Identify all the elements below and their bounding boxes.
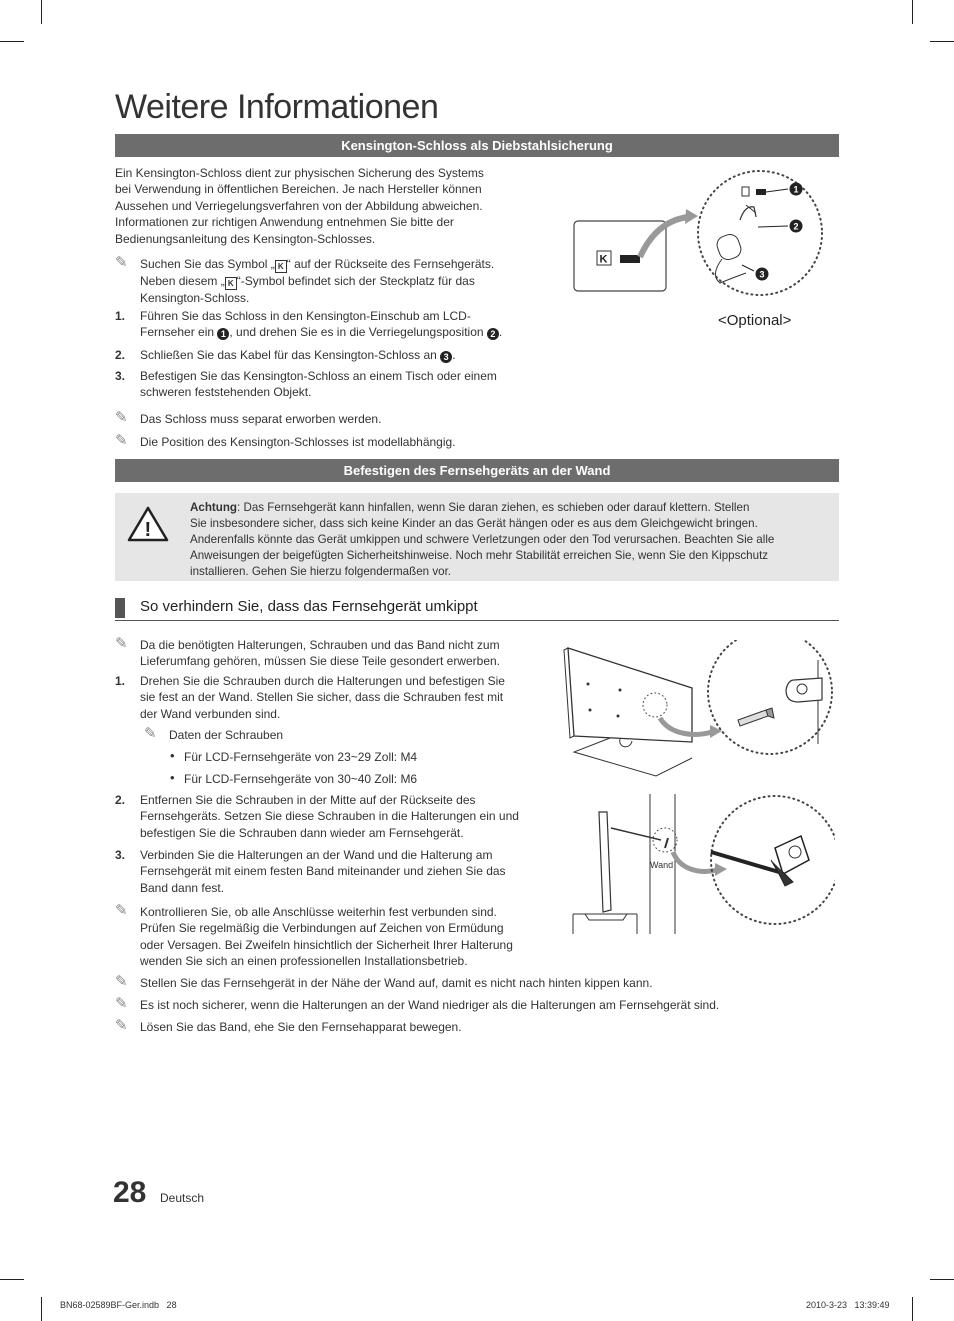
note-screw-data — [144, 725, 469, 743]
step-text: Befestigen Sie das Kensington-Schloss an einem Tisch oder einem — [140, 369, 497, 383]
callout-2-icon: 2 — [487, 328, 499, 340]
footer-timestamp: 2010-3-23 13:39:49 — [806, 1300, 890, 1310]
page-number: 28 — [113, 1176, 147, 1209]
note-kensington-symbol — [115, 254, 520, 306]
step-number: 2. — [115, 793, 126, 807]
kensington-symbol-icon: K — [225, 277, 237, 290]
subsection-heading — [115, 596, 839, 621]
heading-bar — [115, 598, 125, 618]
kensington-step-1 — [115, 308, 530, 341]
optional-label: <Optional> — [718, 312, 792, 329]
bullet-icon: • — [170, 748, 175, 763]
pencil-icon: ✎ — [115, 409, 128, 426]
intro-line: Ein Kensington-Schloss dient zur physischen Sicherung des Systems — [115, 166, 484, 180]
warning-label: Achtung — [190, 501, 238, 514]
step-text: der Wand verbunden sind. — [140, 706, 281, 721]
step-text: Fernsehgerät mit einem festen Band miteinander und ziehen Sie das — [140, 864, 506, 879]
crop-mark — [912, 0, 913, 24]
note-text: Es ist noch sicherer, wenn die Halterungen an der Wand niedriger als die Halterungen am Fernsehgerät sind. — [140, 998, 720, 1012]
step-text: Fernseher ein — [140, 325, 218, 340]
pencil-icon: ✎ — [115, 635, 128, 652]
note-text: “-Symbol befindet sich der Steckplatz für das — [236, 274, 475, 288]
bullet-item — [170, 770, 418, 786]
note-lower-brackets — [115, 995, 840, 1013]
step-text: Band dann fest. — [140, 880, 225, 895]
tv-wall-side-illustration — [565, 790, 835, 938]
step-text: schweren feststehenden Objekt. — [140, 385, 312, 400]
footer-filename: BN68-02589BF-Ger.indb 28 — [60, 1300, 177, 1310]
callout-3-icon: 3 — [440, 351, 452, 363]
step-text: Drehen Sie die Schrauben durch die Halterungen und befestigen Sie — [140, 674, 505, 688]
callout-3-icon: 3 — [759, 269, 765, 280]
note-text: wenden Sie sich an einen professionellen Installationsbetrieb. — [140, 954, 468, 969]
pencil-icon: ✎ — [115, 902, 128, 919]
tv-bracket-illustration — [560, 640, 838, 780]
section-heading-kensington: Kensington-Schloss als Diebstahlsicherung — [115, 134, 839, 157]
note-text: Lösen Sie das Band, ehe Sie den Fernsehapparat bewegen. — [140, 1020, 462, 1034]
note-text: Lieferumfang gehören, müssen Sie diese Teile gesondert erwerben. — [140, 654, 500, 669]
pencil-icon: ✎ — [115, 1017, 128, 1034]
crop-mark — [41, 1297, 42, 1321]
note-text: Neben diesem „ — [140, 274, 225, 288]
kensington-symbol-icon: K — [275, 260, 287, 273]
step-number: 2. — [115, 348, 126, 362]
intro-line: Informationen zur richtigen Anwendung entnehmen Sie bitte der — [115, 215, 454, 230]
bullet-icon: • — [170, 770, 175, 785]
kensington-step-2 — [115, 347, 530, 363]
note-text: Da die benötigten Halterungen, Schrauben und das Band nicht zum — [140, 638, 500, 652]
note-text: Kontrollieren Sie, ob alle Anschlüsse weiterhin fest verbunden sind. — [140, 905, 497, 919]
pencil-icon: ✎ — [115, 973, 128, 990]
warning-line: Anweisungen der beigefügten Sicherheitshinweise. Noch mehr Stabilität erreichen Sie, wenn Sie den Kippschutz — [190, 548, 769, 562]
note-text: Suchen Sie das Symbol „ — [140, 257, 275, 271]
note-lock-purchase — [115, 409, 520, 427]
step-text: Schließen Sie das Kabel für das Kensington-Schloss an — [140, 348, 441, 362]
warning-line: installieren. Gehen Sie hierzu folgendermaßen vor. — [190, 564, 452, 578]
crop-mark — [0, 41, 24, 42]
warning-line: Sie insbesondere sicher, dass sich keine Kinder an das Gerät hängen oder es aus dem Gleichgewicht bringen. — [190, 516, 758, 530]
section-heading-wall-mount: Befestigen des Fernsehgeräts an der Wand — [115, 459, 839, 482]
note-text: Kensington-Schloss. — [140, 291, 250, 305]
crop-mark — [930, 41, 954, 42]
step-number: 1. — [115, 674, 126, 688]
step-number: 3. — [115, 848, 126, 862]
kensington-step-3 — [115, 368, 530, 401]
step-text: . — [452, 348, 456, 362]
note-lock-position — [115, 432, 520, 450]
crop-mark — [0, 1279, 24, 1280]
bullet-item — [170, 748, 418, 764]
note-text: oder Versagen. Bei Zweifeln hinsichtlich der Sicherheit Ihrer Halterung — [140, 937, 513, 952]
page-title: Weitere Informationen — [115, 88, 439, 126]
kensington-lock-illustration — [570, 165, 830, 330]
step-number: 3. — [115, 369, 126, 383]
note-parts-separate — [115, 635, 530, 670]
warning-text — [190, 500, 830, 580]
step-text: Fernsehgeräts. Setzen Sie diese Schrauben in die Halterungen ein und — [140, 809, 519, 824]
kensington-intro — [115, 165, 515, 247]
warning-mark: ! — [144, 519, 152, 541]
step-text: sie fest an der Wand. Stellen Sie sicher, dass die Schrauben fest mit — [140, 690, 504, 705]
note-text: Stellen Sie das Fernsehgerät in der Nähe der Wand auf, damit es nicht nach hinten kippen kann. — [140, 976, 653, 990]
kensington-symbol-icon: K — [599, 253, 608, 266]
callout-1-icon: 1 — [793, 184, 799, 195]
intro-line: Aussehen und Verriegelungsverfahren von der Abbildung abweichen. — [115, 198, 483, 213]
step-text: Entfernen Sie die Schrauben in der Mitte auf der Rückseite des — [140, 793, 476, 807]
pencil-icon: ✎ — [115, 995, 128, 1012]
bullet-text: Für LCD-Fernsehgeräte von 30~40 Zoll: M6 — [184, 772, 418, 786]
note-text: Die Position des Kensington-Schlosses ist modellabhängig. — [140, 435, 456, 449]
crop-mark — [912, 1297, 913, 1321]
crop-mark — [930, 1279, 954, 1280]
note-text: “ auf der Rückseite des Fernsehgeräts. — [286, 257, 495, 271]
step-text: Verbinden Sie die Halterungen an der Wand und die Halterung am — [140, 848, 493, 862]
note-check-connections — [115, 902, 540, 970]
crop-mark — [41, 0, 42, 24]
step-text: . — [498, 325, 503, 340]
intro-line: bei Verwendung in öffentlichen Bereichen. Je nach Hersteller können — [115, 182, 482, 197]
subsection-title: So verhindern Sie, dass das Fernsehgerät umkippt — [140, 598, 478, 615]
note-text: Das Schloss muss separat erworben werden. — [140, 412, 382, 426]
warning-box — [115, 493, 839, 581]
note-text: Daten der Schrauben — [169, 728, 284, 742]
step-number: 1. — [115, 309, 126, 323]
tip-step-1 — [115, 673, 530, 722]
pencil-icon: ✎ — [144, 725, 157, 742]
wall-label: Wand — [650, 860, 674, 870]
warning-line: Anderenfalls könnte das Gerät umkippen und schwere Verletzungen oder den Tod verursachen. Beachten Sie alle — [190, 532, 775, 546]
step-text: Führen Sie das Schloss in den Kensington-Einschub am LCD- — [140, 309, 471, 323]
tip-step-2 — [115, 792, 540, 841]
tip-step-3 — [115, 847, 540, 896]
page-language: Deutsch — [160, 1191, 205, 1205]
pencil-icon: ✎ — [115, 254, 128, 271]
note-release-band — [115, 1017, 840, 1035]
step-text: befestigen Sie die Schrauben dann wieder am Fernsehgerät. — [140, 825, 464, 840]
step-text: , und drehen Sie es in die Verriegelungsposition — [229, 325, 487, 340]
pencil-icon: ✎ — [115, 432, 128, 449]
callout-1-icon: 1 — [217, 328, 229, 340]
note-near-wall — [115, 973, 840, 991]
warning-triangle-icon — [127, 506, 169, 542]
callout-2-icon: 2 — [793, 221, 799, 232]
intro-line: Bedienungsanleitung des Kensington-Schlosses. — [115, 231, 376, 246]
note-text: Prüfen Sie regelmäßig die Verbindungen auf Zeichen von Ermüdung — [140, 921, 504, 936]
warning-line: : Das Fernsehgerät kann hinfallen, wenn Sie daran ziehen, es schieben oder darauf klettern. Stellen — [237, 501, 750, 514]
bullet-text: Für LCD-Fernsehgeräte von 23~29 Zoll: M4 — [184, 750, 418, 764]
